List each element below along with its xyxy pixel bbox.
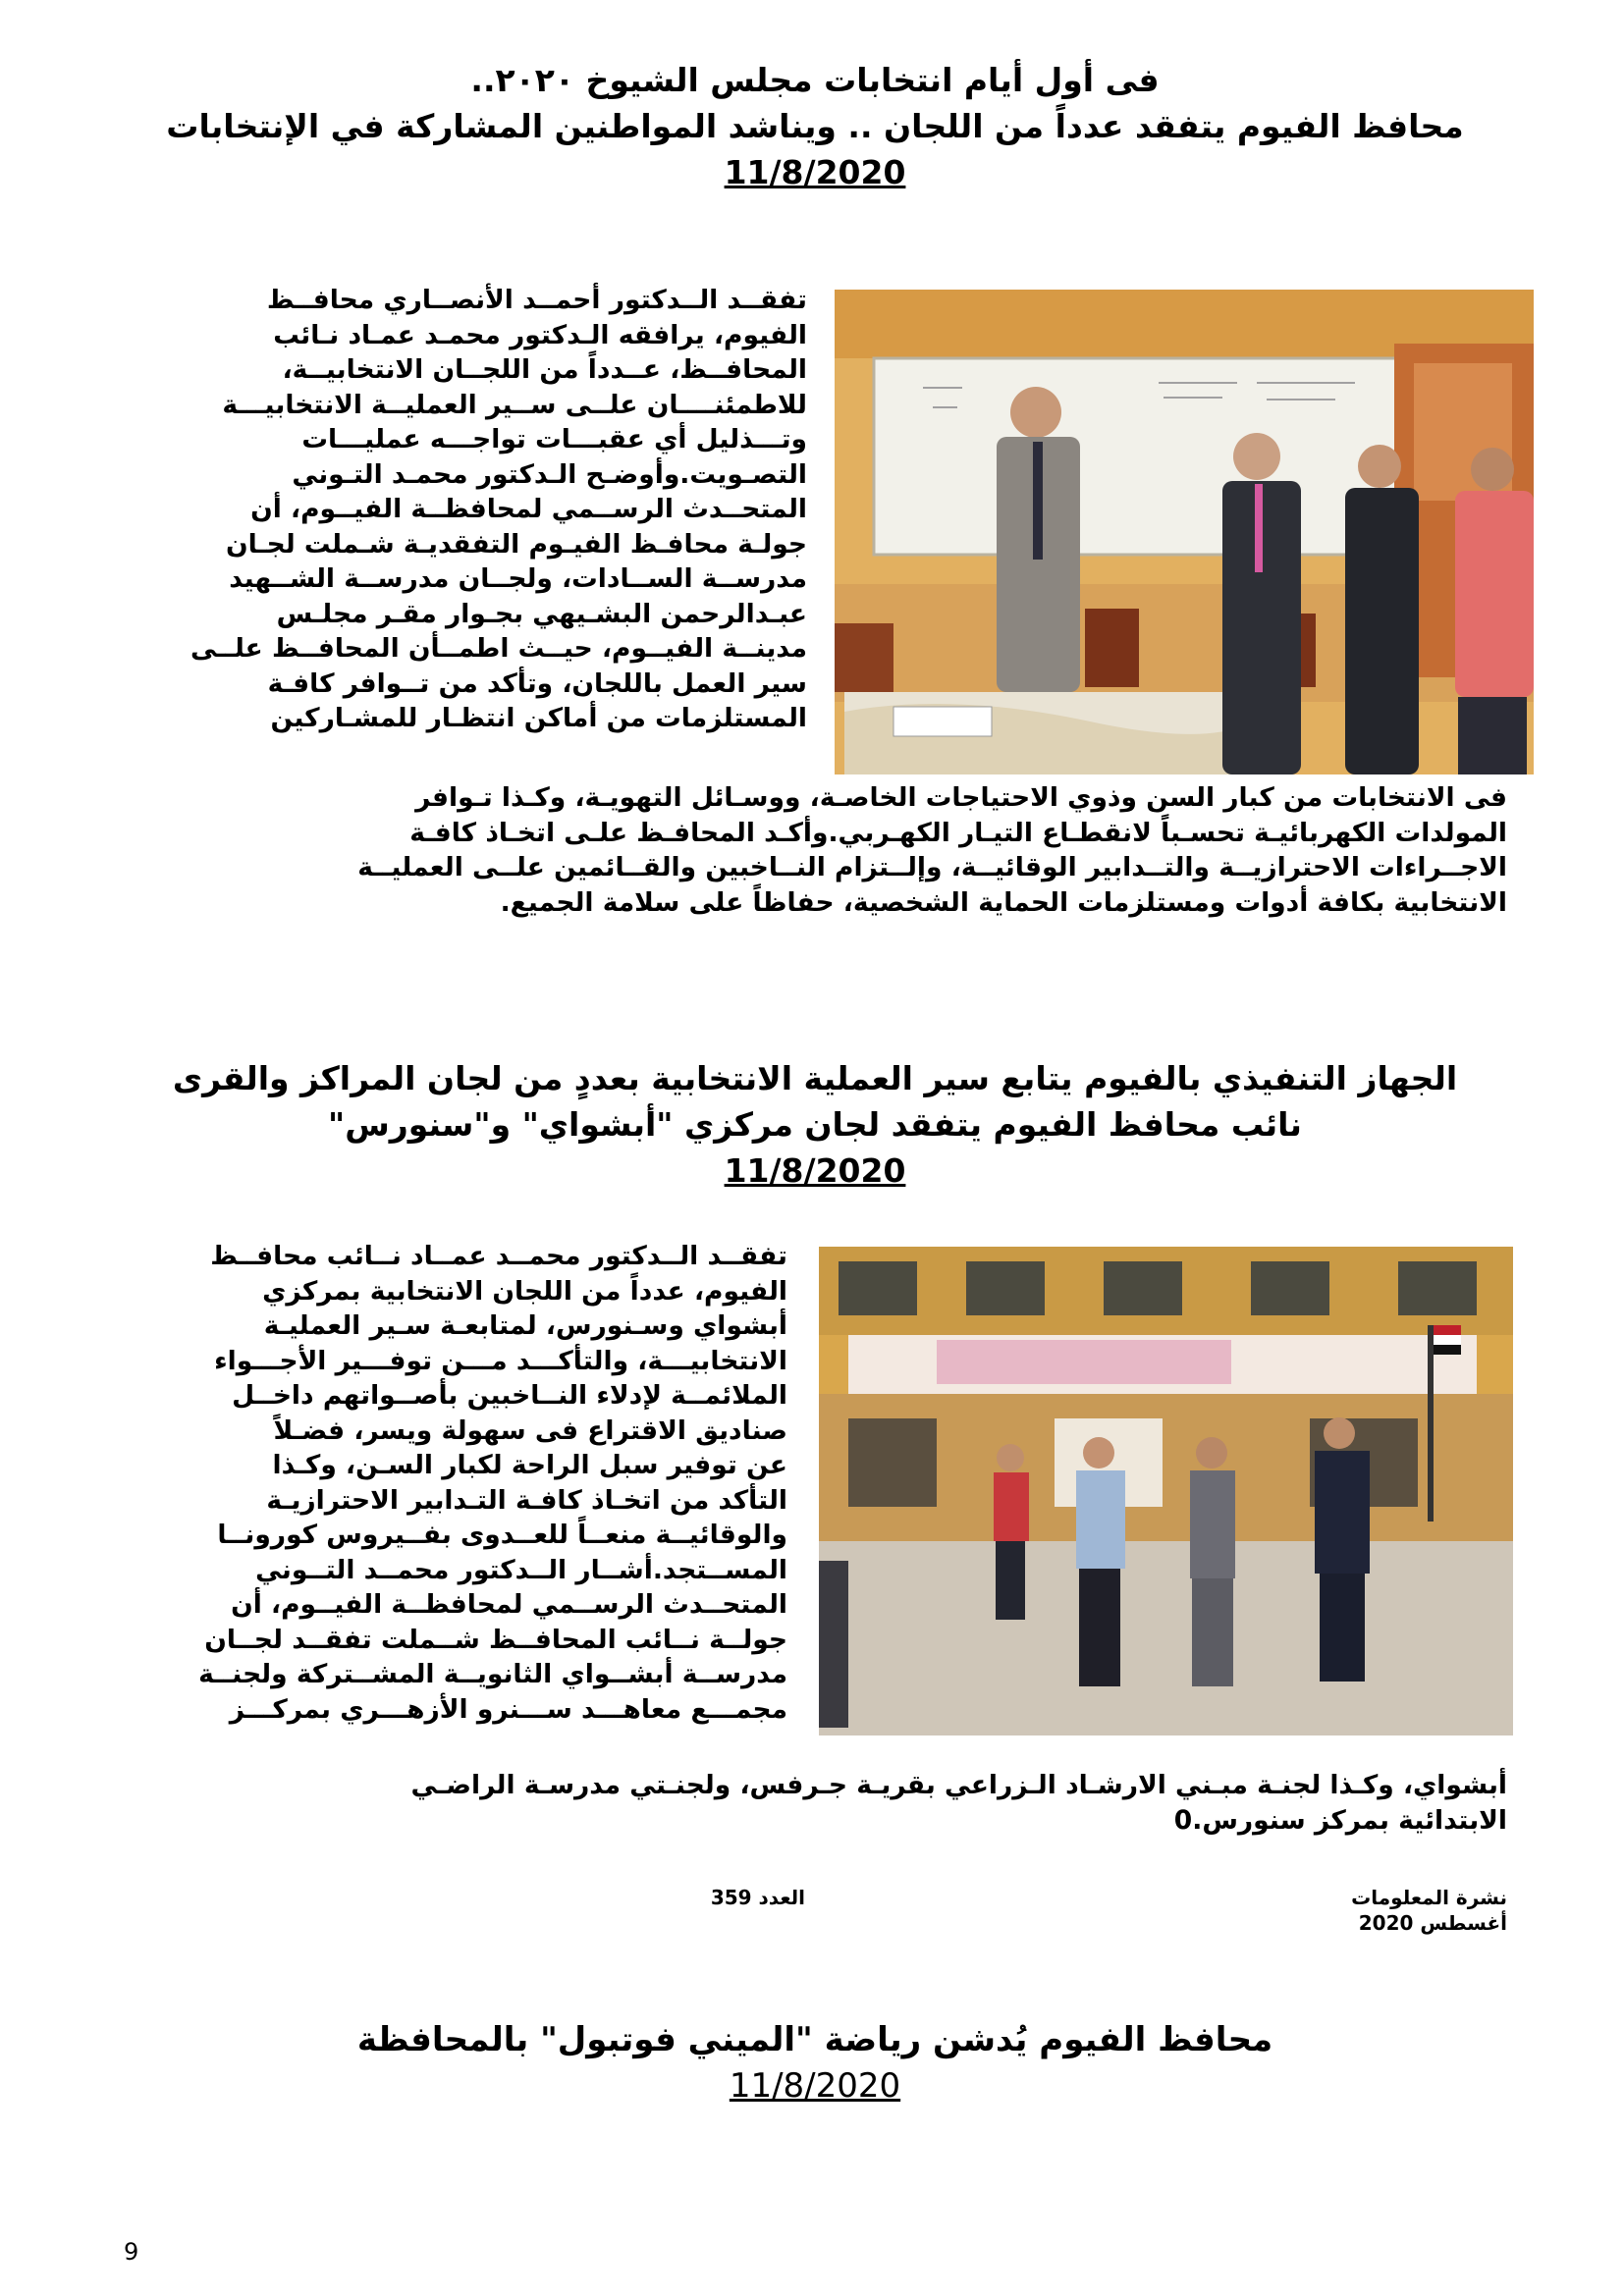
article2-date: 11/8/2020 (724, 1151, 906, 1190)
school-visit-photo (819, 1247, 1513, 1735)
article1-heading (128, 57, 1502, 195)
article1-line: سير العمل باللجان، وتأكد من تــوافر كافـة (267, 667, 807, 699)
issue-number: العدد 359 (710, 1886, 805, 1909)
article1-line: مدينــة الفيــوم، حيــث اطمــأن المحافــظ علــى (189, 633, 807, 664)
article1-line: للاطمئنــــان علــى ســير العمليــة الانتخابيـــة (222, 389, 807, 420)
article1-line: التصـويت.وأوضـح الـدكتور محمـد التـوني (292, 458, 807, 490)
article2-line: مجمـــع معاهـــد ســـنرو الأزهـــري بمركـــز (229, 1693, 787, 1725)
article1-line: المتحــدث الرســمي لمحافظــة الفيــوم، أن (250, 494, 807, 524)
article1-line: المولدات الكهربائيـة تحسـباً لانقطـاع التيـار الكهـربي.وأكـد المحافـظ علـى اتخـاذ كافـة (409, 817, 1507, 848)
newsletter-info (1178, 1885, 1507, 1936)
article2-line: صناديق الاقتراع فى سهولة ويسر، فضـلاً (273, 1415, 787, 1446)
article2-line: مدرســة أبشــواي الثانويــة المشــتركة ولجنــة (198, 1659, 787, 1689)
article1-kicker: فى أول أيام انتخابات مجلس الشيوخ ٢٠٢٠.. (470, 61, 1160, 99)
article2-line: جولــة نــائب المحافــظ شــملت تفقــد لجــان (204, 1624, 787, 1655)
article1-line: عبـدالرحمن البشـيهي بجـوار مقـر مجلـس (276, 598, 807, 629)
article2-title: الجهاز التنفيذي بالفيوم يتابع سير العملية الانتخابية بعددٍ من لجان المراكز والقرى (172, 1059, 1458, 1097)
article2-photo (819, 1247, 1513, 1735)
article2-line: الملائمــة لإدلاء النــاخبين بأصــواتهم داخــل (232, 1380, 787, 1411)
article2-line: تفقــد الــدكتور محمــد عمــاد نــائب محافــظ (210, 1241, 787, 1271)
article1-body-beside (128, 283, 807, 736)
newsletter-name: نشرة المعلومات (1351, 1886, 1507, 1909)
article2-line: الابتدائية بمركز سنورس.0 (1173, 1804, 1507, 1836)
article1-body-full (128, 780, 1507, 920)
article2-line: التأكد من اتخـاذ كافـة التـدابير الاحترازيـة (266, 1484, 787, 1516)
article2-line: الانتخابيـــة، والتأكـــد مـــن توفـــير الأجـــواء (214, 1345, 787, 1376)
article1-line: الانتخابية بكافة أدوات ومستلزمات الحماية الشخصية، حفاظاً على سلامة الجميع. (500, 886, 1507, 918)
article2-line: المتحــدث الرســمي لمحافظــة الفيــوم، أن (231, 1589, 787, 1620)
article1-line: فى الانتخابات من كبار السن وذوي الاحتياجات الخاصـة، ووسـائل التهويـة، وكـذا تـوافر (415, 782, 1507, 813)
article1-line: مدرســة الســادات، ولجــان مدرســة الشــهيد (229, 563, 807, 594)
article3-heading (128, 2017, 1502, 2109)
article2-line: الفيوم، عدداً من اللجان الانتخابية بمركزي (262, 1275, 787, 1307)
article1-line: المحافــظ، عــدداً من اللجــان الانتخابيــة، (282, 354, 807, 385)
article2-heading (128, 1055, 1502, 1194)
article2-line: أبشواي وسـنورس، لمتابعـة سـير العمليـة (263, 1310, 787, 1341)
article2-body-full (128, 1768, 1507, 1838)
article1-line: تفقــد الــدكتور أحمــد الأنصــاري محافــظ (266, 285, 807, 315)
article1-date: 11/8/2020 (724, 153, 906, 191)
article2-body-beside (128, 1239, 787, 1727)
article2-line: عن توفير سبل الراحة لكبار السـن، وكـذا (272, 1450, 787, 1480)
article2-subtitle: نائب محافظ الفيوم يتفقد لجان مركزي "أبشواي" و"سنورس" (328, 1105, 1302, 1144)
article3-date: 11/8/2020 (729, 2066, 901, 2106)
article2-line: المســتجد.أشــار الــدكتور محمــد التــوني (255, 1554, 787, 1585)
article1-title: محافظ الفيوم يتفقد عدداً من اللجان .. ويناشد المواطنين المشاركة في الإنتخابات (166, 107, 1464, 145)
article2-line: والوقائيــة منعــاً للعــدوى بفــيروس كورونــا (217, 1520, 787, 1550)
newsletter-month: أغسطس 2020 (1358, 1911, 1507, 1935)
article1-line: وتـــذليل أي عقبـــات تواجـــه عمليـــات (301, 424, 807, 454)
article3-title: محافظ الفيوم يُدشن رياضة "الميني فوتبول" بالمحافظة (356, 2020, 1273, 2059)
article1-line: المستلزمات من أماكن انتظـار للمشـاركين (270, 703, 807, 733)
page-number: 9 (124, 2238, 139, 2266)
polling-station-photo (835, 290, 1534, 774)
article2-line: أبشواي، وكـذا لجنـة مبـني الارشـاد الـزراعي بقريـة جـرفس، ولجنـتي مدرسـة الراضـي (410, 1770, 1507, 1800)
article1-line: الفيوم، يرافقه الـدكتور محمـد عمـاد نـائب (273, 319, 807, 350)
article1-line: جولـة محافـظ الفيـوم التفقديـة شـملت لجـان (226, 528, 807, 560)
article1-line: الاجــراءات الاحترازيــة والتــدابير الوقائيــة، وإلــتزام النــاخبين والقــائمين علــى العمليــة (357, 852, 1507, 882)
article1-photo (835, 290, 1534, 774)
